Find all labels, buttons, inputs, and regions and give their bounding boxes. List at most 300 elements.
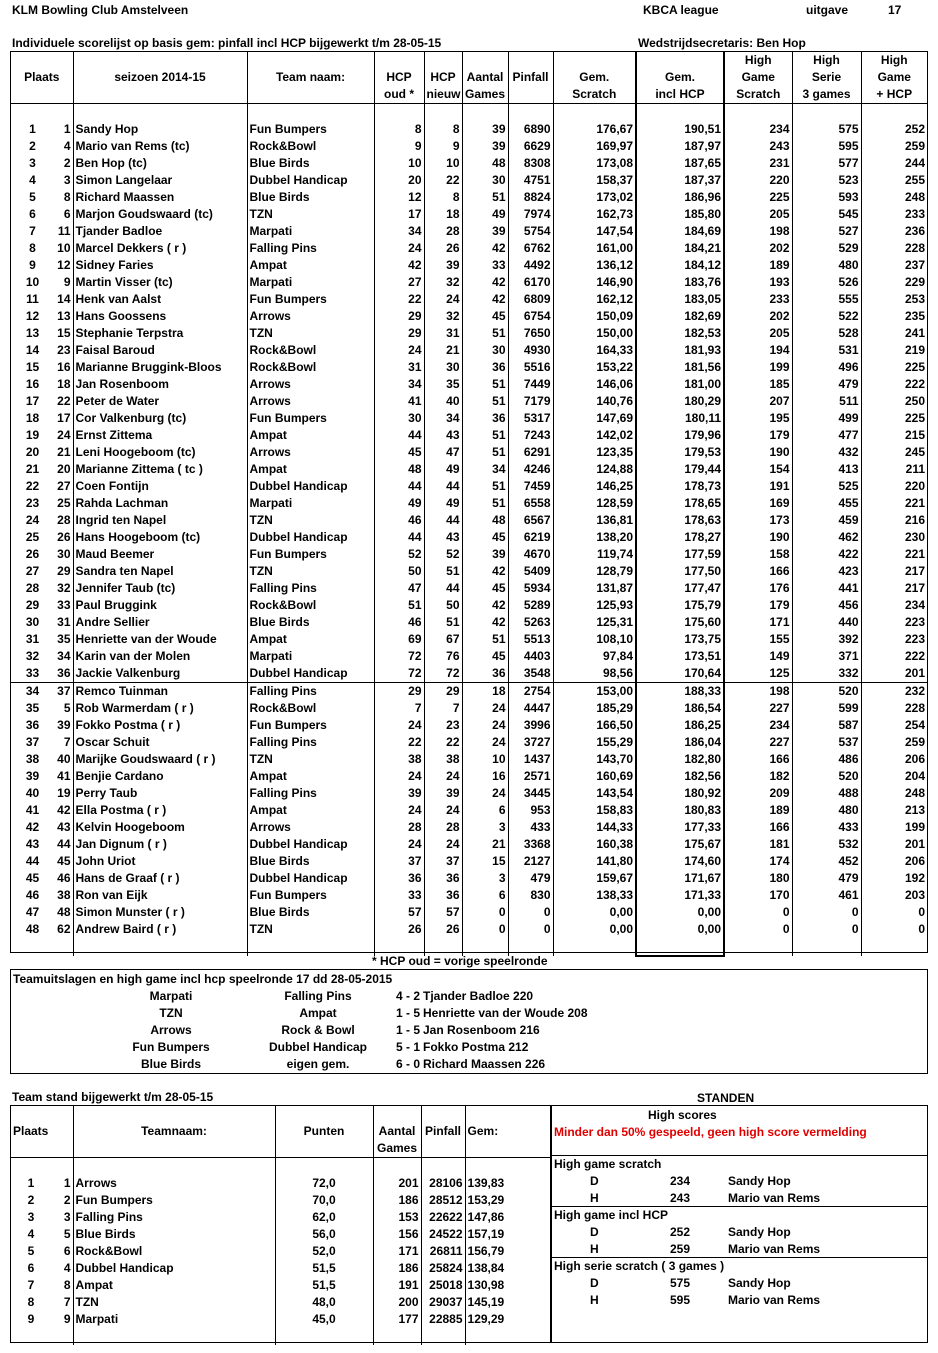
place: 19: [25, 428, 40, 442]
prev-place: 8: [63, 190, 71, 204]
team-name: Fun Bumpers: [247, 717, 374, 734]
team-name: TZN: [247, 563, 374, 580]
team-name: Rock&Bowl: [247, 138, 374, 155]
high-game-hcp: 0: [861, 921, 927, 938]
team-avg: 130,98: [465, 1277, 550, 1294]
gem-hcp: 184,21: [636, 240, 724, 257]
high-game-hcp: 213: [861, 802, 927, 819]
aantal-games: 51: [462, 325, 508, 342]
player-name: Sandra ten Napel: [73, 563, 247, 580]
hcp-oud: 46: [374, 614, 424, 631]
high-game: 173: [769, 513, 790, 527]
prev-place: 23: [57, 343, 71, 357]
col-hs-3: 3 games: [792, 86, 861, 104]
col-hg-1: High: [744, 53, 772, 67]
place: 16: [25, 377, 40, 391]
player-name: Henk van Aalst: [73, 291, 247, 308]
gem-hcp: 182,56: [636, 768, 724, 785]
section-divider: [552, 1155, 927, 1156]
high-game: 194: [769, 343, 790, 357]
result-home-team: Marpati: [149, 989, 193, 1003]
aantal-games: 36: [462, 665, 508, 683]
team-prev-place: 2: [63, 1193, 71, 1207]
player-name: Ben Hop (tc): [73, 155, 247, 172]
high-game-hcp: 255: [861, 172, 927, 189]
high-game-hcp: 232: [861, 683, 927, 701]
aantal-games: 45: [462, 308, 508, 325]
hcp-oud: 44: [374, 427, 424, 444]
gem-hcp: 188,33: [636, 683, 724, 701]
high-game: 189: [769, 258, 790, 272]
col-hgh-1: High: [861, 52, 927, 69]
prev-place: 45: [57, 854, 71, 868]
high-game: 155: [769, 632, 790, 646]
place: 13: [25, 326, 40, 340]
high-game: 220: [769, 173, 790, 187]
team-name: Dubbel Handicap: [247, 836, 374, 853]
place: 1: [29, 122, 36, 136]
team-name: Ampat: [247, 427, 374, 444]
high-game-hcp: 221: [861, 495, 927, 512]
gem-scratch: 160,69: [553, 768, 636, 785]
team-prev-place: 3: [63, 1210, 71, 1224]
place: 20: [25, 445, 40, 459]
aantal-games: 51: [462, 189, 508, 206]
player-row: [11, 206, 927, 223]
high-game-hcp: 220: [861, 478, 927, 495]
gem-scratch: 144,33: [553, 819, 636, 836]
high-serie: 555: [792, 291, 861, 308]
high-game: 207: [769, 394, 790, 408]
prev-place: 11: [57, 224, 71, 238]
gem-hcp: 185,80: [636, 206, 724, 223]
player-row: [11, 870, 927, 887]
player-name: Perry Taub: [73, 785, 247, 802]
gem-hcp: 175,67: [636, 836, 724, 853]
hcp-oud: 31: [374, 359, 424, 376]
result-away-team: Falling Pins: [284, 989, 352, 1003]
high-serie: 528: [792, 325, 861, 342]
prev-place: 28: [57, 513, 71, 527]
high-game: 198: [769, 684, 790, 698]
aantal-games: 42: [462, 274, 508, 291]
team-prev-place: 5: [63, 1227, 71, 1241]
hcp-nieuw: 26: [424, 921, 462, 938]
player-row: [11, 904, 927, 921]
high-serie: 531: [792, 342, 861, 359]
gem-scratch: 138,20: [553, 529, 636, 546]
player-name: Leni Hoogeboom (tc): [73, 444, 247, 461]
pinfall: 4246: [508, 461, 553, 478]
hcp-nieuw: 57: [424, 904, 462, 921]
hcp-oud: 36: [374, 870, 424, 887]
club-name: KLM Bowling Club Amstelveen: [12, 3, 189, 17]
hcp-nieuw: 49: [424, 495, 462, 512]
high-game-hcp: 0: [861, 904, 927, 921]
place: 9: [29, 258, 36, 272]
high-serie: 520: [792, 683, 861, 701]
pinfall: 7243: [508, 427, 553, 444]
prev-place: 46: [57, 871, 71, 885]
team-name: Arrows: [247, 393, 374, 410]
high-game-hcp: 223: [861, 631, 927, 648]
team-name: Blue Birds: [247, 155, 374, 172]
section-code: D: [590, 1174, 599, 1188]
result-high-game: Richard Maassen 226: [423, 1057, 546, 1071]
team-name: Arrows: [247, 444, 374, 461]
hcp-oud: 49: [374, 495, 424, 512]
pinfall: 8824: [508, 189, 553, 206]
prev-place: 17: [57, 411, 71, 425]
player-row: [11, 853, 927, 870]
high-serie: 480: [792, 802, 861, 819]
section-player: Sandy Hop: [728, 1174, 791, 1188]
player-name: Ella Postma ( r ): [73, 802, 247, 819]
hcp-oud: 29: [374, 325, 424, 342]
prev-place: 18: [57, 377, 71, 391]
section-score: 243: [670, 1191, 691, 1205]
individual-table: [11, 52, 927, 957]
uitgave-number: 17: [888, 3, 902, 17]
high-game-hcp: 250: [861, 393, 927, 410]
high-game: 166: [769, 752, 790, 766]
gem-hcp: 186,54: [636, 700, 724, 717]
gem-hcp: 183,76: [636, 274, 724, 291]
player-row: [11, 478, 927, 495]
player-row: [11, 393, 927, 410]
teamstand-table: [11, 1106, 550, 1345]
aantal-games: 30: [462, 172, 508, 189]
prev-place: 14: [57, 292, 71, 306]
high-serie: 441: [792, 580, 861, 597]
hcp-nieuw: 29: [424, 683, 462, 701]
team-name: Falling Pins: [247, 580, 374, 597]
aantal-games: 42: [462, 563, 508, 580]
pinfall: 0: [508, 904, 553, 921]
result-high-game: Tjander Badloe 220: [423, 989, 534, 1003]
high-serie: 527: [792, 223, 861, 240]
high-game-hcp: 201: [861, 665, 927, 683]
high-game: 231: [769, 156, 790, 170]
pinfall: 5317: [508, 410, 553, 427]
player-name: Kelvin Hoogeboom: [73, 819, 247, 836]
high-game-hcp: 223: [861, 614, 927, 631]
pinfall: 479: [508, 870, 553, 887]
ts-col-gem: Gem:: [465, 1123, 550, 1140]
high-game-hcp: 217: [861, 580, 927, 597]
col-team: Team naam:: [247, 52, 374, 104]
result-score: 1 - 5: [395, 1023, 420, 1037]
prev-place: 42: [57, 803, 71, 817]
team-games: 201: [373, 1175, 421, 1192]
team-name: Rock&Bowl: [247, 342, 374, 359]
player-row: [11, 648, 927, 665]
high-game: 179: [769, 428, 790, 442]
gem-hcp: 0,00: [636, 921, 724, 938]
gem-scratch: 155,29: [553, 734, 636, 751]
teamstand-title: Team stand bijgewerkt t/m 28-05-15: [12, 1090, 214, 1104]
pinfall: 6762: [508, 240, 553, 257]
pinfall: 4670: [508, 546, 553, 563]
hcp-oud: 33: [374, 887, 424, 904]
hcp-nieuw: 24: [424, 291, 462, 308]
result-away-team: Dubbel Handicap: [268, 1040, 367, 1054]
hcp-nieuw: 49: [424, 461, 462, 478]
gem-hcp: 178,65: [636, 495, 724, 512]
gem-scratch: 153,22: [553, 359, 636, 376]
hcp-nieuw: 67: [424, 631, 462, 648]
place: 24: [25, 513, 40, 527]
place: 14: [25, 343, 40, 357]
high-game: 198: [769, 224, 790, 238]
col-hcp-1: Gem.: [636, 69, 724, 86]
team-avg: 153,29: [465, 1192, 550, 1209]
pinfall: 7449: [508, 376, 553, 393]
pinfall: 7974: [508, 206, 553, 223]
result-home-team: TZN: [159, 1006, 183, 1020]
gem-scratch: 162,12: [553, 291, 636, 308]
hcp-nieuw: 34: [424, 410, 462, 427]
pinfall: 6567: [508, 512, 553, 529]
aantal-games: 39: [462, 138, 508, 155]
team-name: TZN: [247, 921, 374, 938]
prev-place: 16: [57, 360, 71, 374]
high-serie: 575: [792, 121, 861, 138]
hcp-nieuw: 8: [424, 189, 462, 206]
hcp-nieuw: 22: [424, 734, 462, 751]
hcp-nieuw: 35: [424, 376, 462, 393]
hcp-oud: 44: [374, 529, 424, 546]
team-points: 51,5: [275, 1277, 373, 1294]
place: 25: [25, 530, 40, 544]
team-name: TZN: [247, 206, 374, 223]
gem-hcp: 0,00: [636, 904, 724, 921]
high-game-hcp: 217: [861, 563, 927, 580]
high-serie: 595: [792, 138, 861, 155]
gem-scratch: 0,00: [553, 904, 636, 921]
player-name: Peter de Water: [73, 393, 247, 410]
high-game: 125: [769, 666, 790, 680]
high-game: 182: [769, 769, 790, 783]
aantal-games: 45: [462, 529, 508, 546]
place: 27: [25, 564, 40, 578]
team-pinfall: 28512: [421, 1192, 465, 1209]
high-serie: 593: [792, 189, 861, 206]
gem-scratch: 146,06: [553, 376, 636, 393]
ts-col-pinfall: Pinfall: [421, 1123, 465, 1140]
gem-hcp: 182,69: [636, 308, 724, 325]
result-high-game: Jan Rosenboom 216: [423, 1023, 540, 1037]
player-name: Ernst Zittema: [73, 427, 247, 444]
team-points: 56,0: [275, 1226, 373, 1243]
team-points: 72,0: [275, 1175, 373, 1192]
gem-hcp: 171,33: [636, 887, 724, 904]
hcp-oud: 50: [374, 563, 424, 580]
team-name: Dubbel Handicap: [247, 870, 374, 887]
aantal-games: 3: [462, 870, 508, 887]
team-games: 186: [373, 1260, 421, 1277]
section-player: Mario van Rems: [728, 1242, 821, 1256]
team-prev-place: 7: [63, 1295, 71, 1309]
gem-scratch: 150,00: [553, 325, 636, 342]
place: 3: [29, 156, 36, 170]
aantal-games: 51: [462, 495, 508, 512]
player-row: [11, 836, 927, 853]
prev-place: 48: [57, 905, 71, 919]
gem-hcp: 190,51: [636, 121, 724, 138]
player-name: Tjander Badloe: [73, 223, 247, 240]
team-avg: 147,86: [465, 1209, 550, 1226]
hcp-nieuw: 43: [424, 529, 462, 546]
col-scratch-2: Scratch: [553, 86, 636, 104]
team-row: [11, 1260, 550, 1277]
player-row: [11, 257, 927, 274]
section-divider: [552, 1206, 927, 1207]
high-game: 166: [769, 820, 790, 834]
place: 40: [25, 786, 40, 800]
col-hcp-nieuw-1: HCP: [424, 69, 462, 86]
hcp-oud: 27: [374, 274, 424, 291]
gem-scratch: 150,09: [553, 308, 636, 325]
team-prev-place: 1: [63, 1176, 71, 1190]
team-prev-place: 8: [63, 1278, 71, 1292]
prev-place: 35: [57, 632, 71, 646]
high-serie: 599: [792, 700, 861, 717]
gem-scratch: 97,84: [553, 648, 636, 665]
pinfall: 7179: [508, 393, 553, 410]
gem-hcp: 177,50: [636, 563, 724, 580]
high-game: 185: [769, 377, 790, 391]
high-serie: 462: [792, 529, 861, 546]
high-game: 180: [769, 871, 790, 885]
hcp-nieuw: 30: [424, 359, 462, 376]
pinfall: 2571: [508, 768, 553, 785]
high-serie: 587: [792, 717, 861, 734]
aantal-games: 24: [462, 700, 508, 717]
high-game: 166: [769, 564, 790, 578]
high-game: 190: [769, 445, 790, 459]
hcp-oud: 34: [374, 376, 424, 393]
high-game-hcp: 192: [861, 870, 927, 887]
high-game-hcp: 253: [861, 291, 927, 308]
gem-hcp: 180,11: [636, 410, 724, 427]
ts-col-aantal-2: Games: [373, 1140, 421, 1158]
gem-scratch: 136,12: [553, 257, 636, 274]
prev-place: 25: [57, 496, 71, 510]
team-avg: 139,83: [465, 1175, 550, 1192]
hcp-nieuw: 28: [424, 819, 462, 836]
player-name: Marianne Bruggink-Bloos: [73, 359, 247, 376]
high-game-hcp: 248: [861, 785, 927, 802]
col-plaats: Plaats: [11, 52, 73, 104]
high-game-hcp: 248: [861, 189, 927, 206]
aantal-games: 10: [462, 751, 508, 768]
gem-hcp: 181,93: [636, 342, 724, 359]
standen-section-title: High game scratch: [554, 1157, 662, 1171]
player-row: [11, 155, 927, 172]
standen-box: [551, 1091, 928, 1343]
prev-place: 9: [63, 275, 71, 289]
prev-place: 5: [63, 701, 71, 715]
place: 43: [25, 837, 40, 851]
hcp-nieuw: 43: [424, 427, 462, 444]
high-game-hcp: 219: [861, 342, 927, 359]
player-name: Jackie Valkenburg: [73, 665, 247, 683]
place: 42: [25, 820, 40, 834]
high-game: 171: [769, 615, 790, 629]
place: 10: [25, 275, 40, 289]
gem-scratch: 143,70: [553, 751, 636, 768]
pinfall: 4403: [508, 648, 553, 665]
high-game-hcp: 259: [861, 138, 927, 155]
high-game-hcp: 221: [861, 546, 927, 563]
place: 26: [25, 547, 40, 561]
aantal-games: 15: [462, 853, 508, 870]
standen-warning: Minder dan 50% gespeeld, geen high score vermelding: [554, 1125, 867, 1139]
col-pinfall: Pinfall: [508, 69, 553, 86]
hcp-oud: 41: [374, 393, 424, 410]
place: 35: [25, 701, 40, 715]
player-name: Andrew Baird ( r ): [73, 921, 247, 938]
prev-place: 34: [57, 649, 71, 663]
prev-place: 24: [57, 428, 71, 442]
player-row: [11, 376, 927, 393]
gem-hcp: 170,64: [636, 665, 724, 683]
place: 2: [29, 139, 36, 153]
pinfall: 953: [508, 802, 553, 819]
section-player: Sandy Hop: [728, 1276, 791, 1290]
prev-place: 27: [57, 479, 71, 493]
high-serie: 392: [792, 631, 861, 648]
team-name: Ampat: [247, 461, 374, 478]
player-name: Remco Tuinman: [73, 683, 247, 701]
team-name: Ampat: [247, 802, 374, 819]
team-points: 70,0: [275, 1192, 373, 1209]
high-game: 234: [769, 718, 790, 732]
col-seizoen: seizoen 2014-15: [73, 52, 247, 104]
place: 36: [25, 718, 40, 732]
player-name: Cor Valkenburg (tc): [73, 410, 247, 427]
player-row: [11, 785, 927, 802]
hcp-nieuw: 10: [424, 155, 462, 172]
aantal-games: 51: [462, 427, 508, 444]
player-row: [11, 546, 927, 563]
team-avg: 157,19: [465, 1226, 550, 1243]
aantal-games: 42: [462, 597, 508, 614]
high-game: 174: [769, 854, 790, 868]
gem-scratch: 159,67: [553, 870, 636, 887]
high-game-hcp: 259: [861, 734, 927, 751]
high-game: 179: [769, 598, 790, 612]
team-pinfall: 25824: [421, 1260, 465, 1277]
hcp-oud: 47: [374, 580, 424, 597]
result-score: 5 - 1: [395, 1040, 420, 1054]
high-game: 227: [769, 735, 790, 749]
high-serie: 496: [792, 359, 861, 376]
player-name: Simon Langelaar: [73, 172, 247, 189]
aantal-games: 48: [462, 512, 508, 529]
high-game: 233: [769, 292, 790, 306]
team-avg: 138,84: [465, 1260, 550, 1277]
team-name: Ampat: [247, 768, 374, 785]
prev-place: 30: [57, 547, 71, 561]
high-game: 158: [769, 547, 790, 561]
ts-col-naam: Teamnaam:: [73, 1106, 275, 1158]
prev-place: 7: [63, 735, 71, 749]
aantal-games: 18: [462, 683, 508, 701]
player-row: [11, 172, 927, 189]
place: 34: [25, 684, 40, 698]
